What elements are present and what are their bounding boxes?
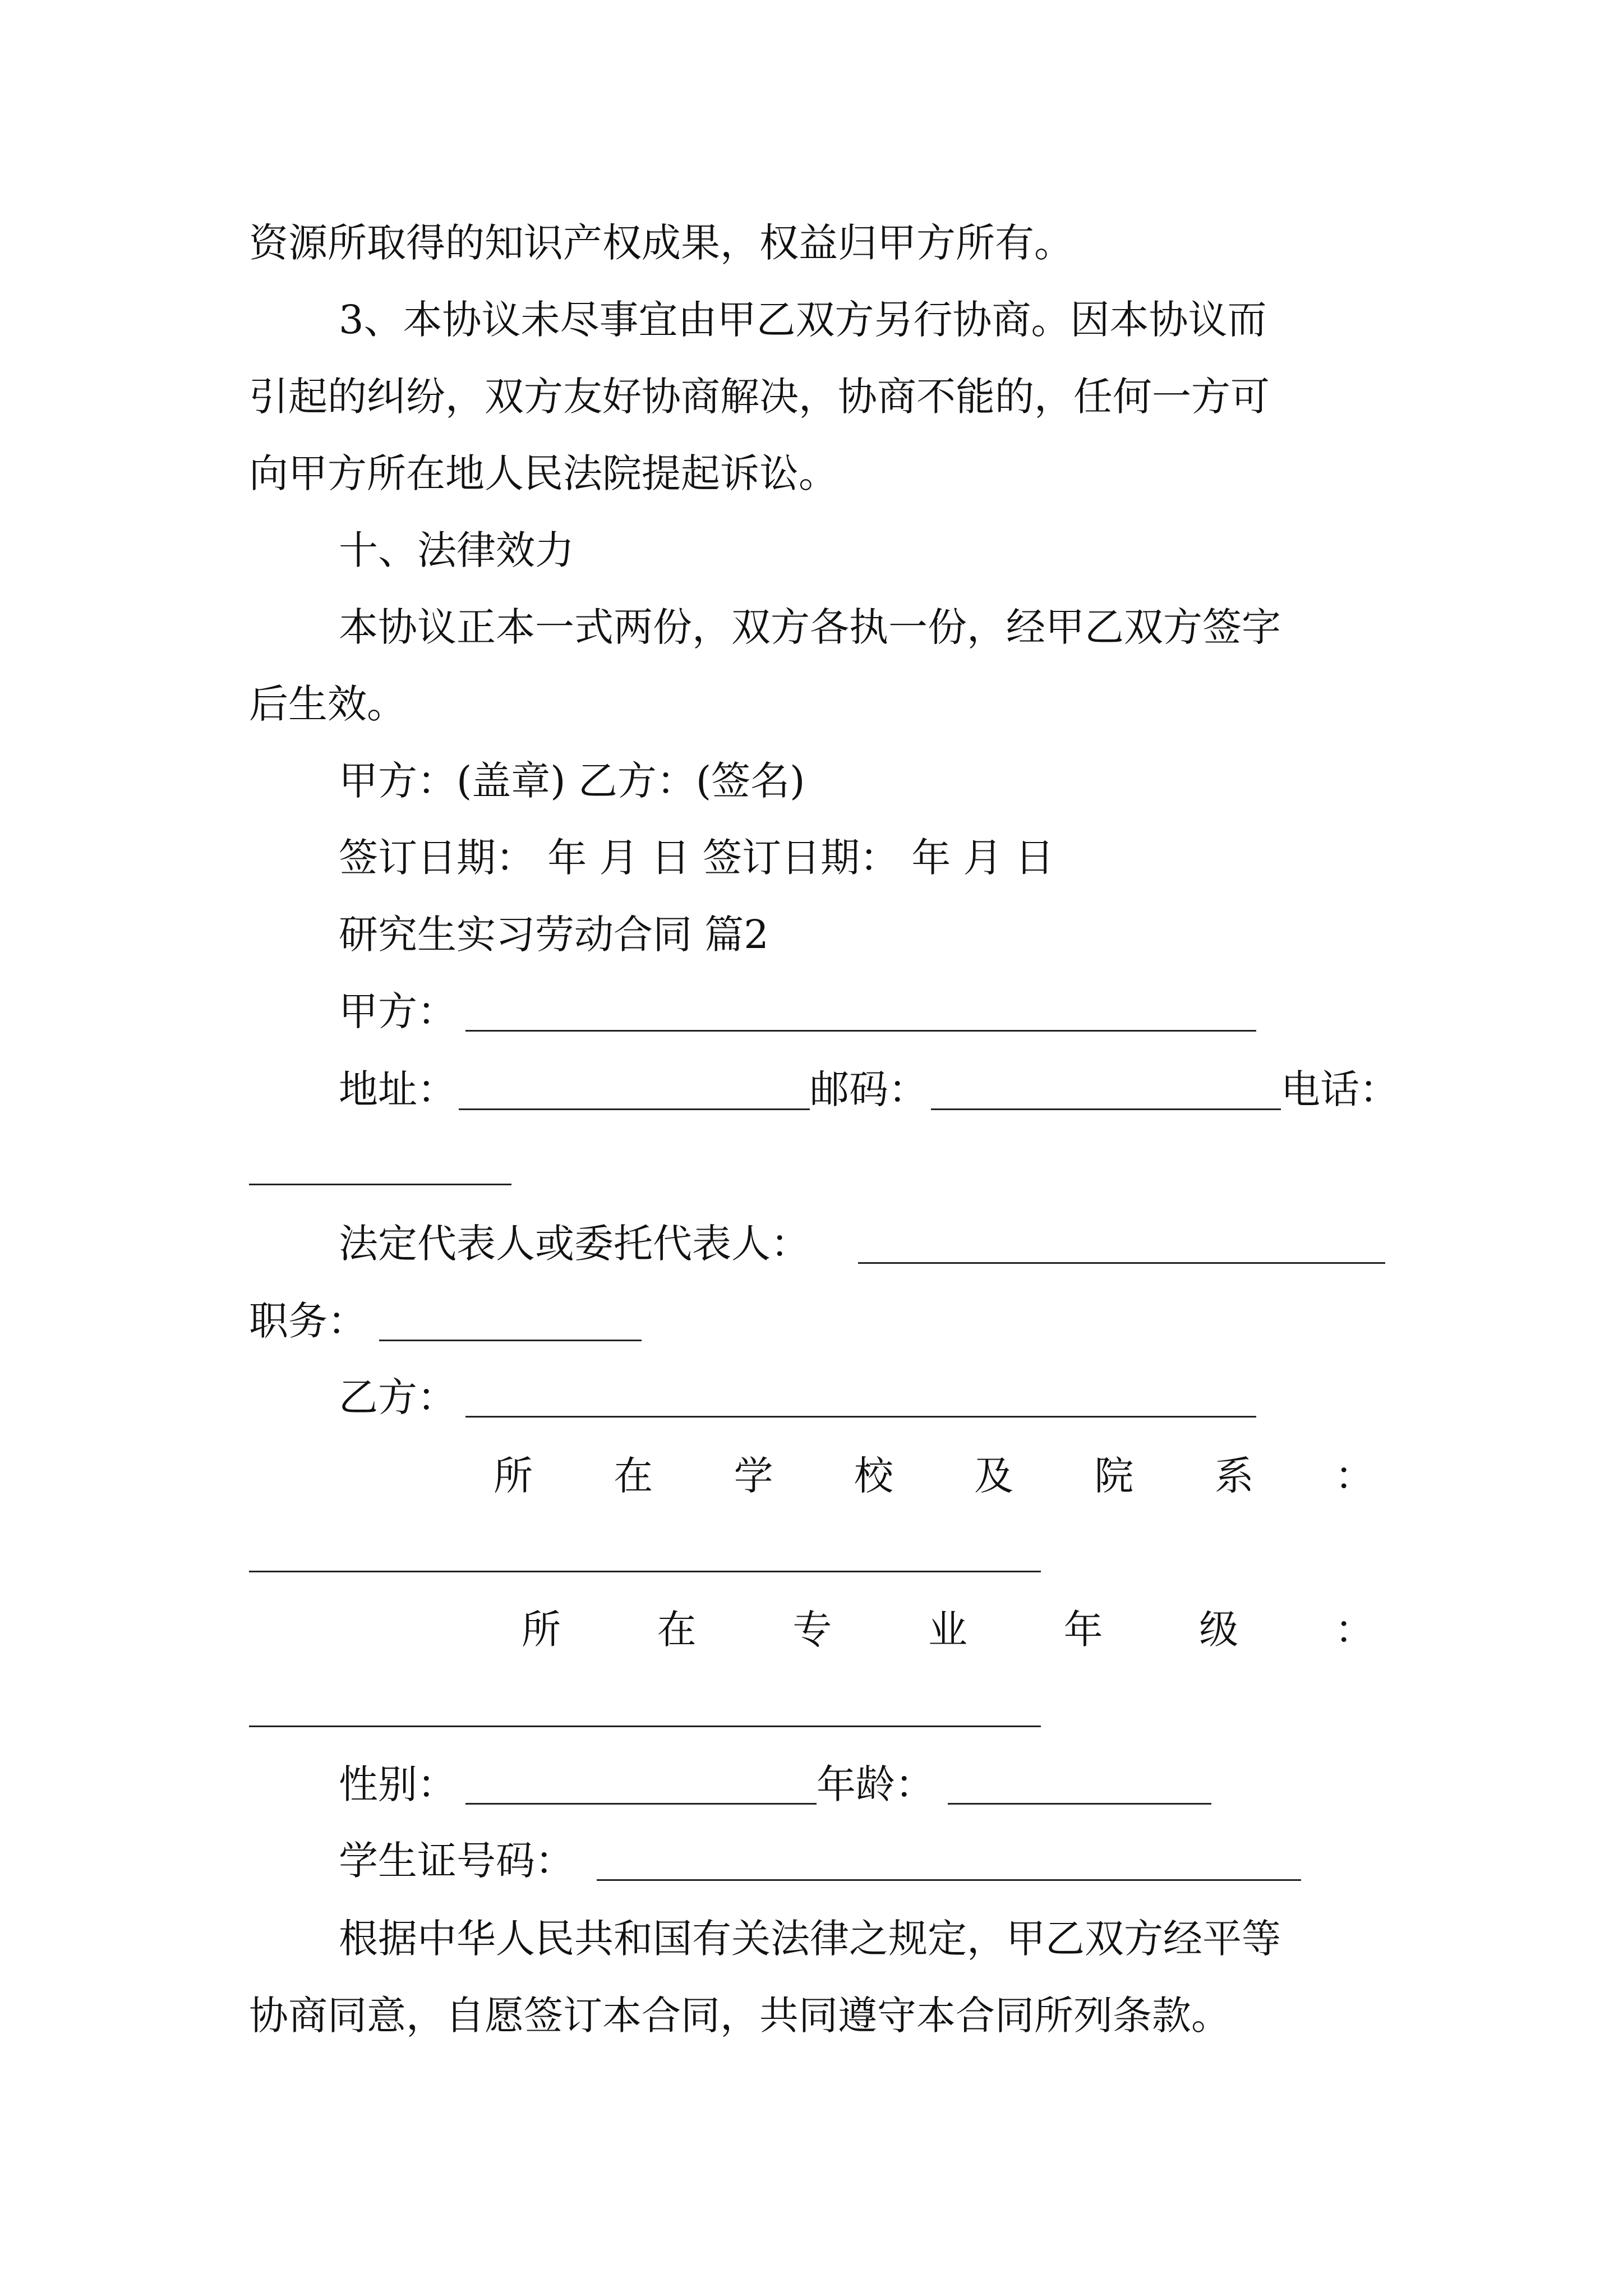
age-blank (948, 1803, 1211, 1805)
major-char: 年 (1063, 1607, 1103, 1653)
gender-label: 性别： (339, 1761, 457, 1807)
representative-blank (858, 1262, 1385, 1264)
school-char: 所 (494, 1453, 533, 1499)
party-b-label: 乙方： (339, 1374, 457, 1420)
section-heading: 十、法律效力 (339, 527, 574, 573)
major-char: 在 (657, 1607, 697, 1653)
school-department-label (494, 1451, 1374, 1501)
paragraph-line: 根据中华人民共和国有关法律之规定，甲乙双方经平等 (339, 1916, 1281, 1962)
paragraph-line: 向甲方所在地人民法院提起诉讼。 (249, 450, 838, 496)
major-grade-label (522, 1604, 1374, 1655)
paragraph-line: 协商同意，自愿签订本合同，共同遵守本合同所列条款。 (249, 1993, 1230, 2039)
phone-blank (249, 1184, 511, 1185)
major-char: 业 (928, 1607, 967, 1653)
address-blank (459, 1108, 810, 1110)
school-char: 院 (1094, 1453, 1134, 1499)
paragraph-line: 3、本协议未尽事宜由甲乙双方另行协商。因本协议而 (339, 297, 1267, 343)
school-char: 系 (1214, 1453, 1254, 1499)
signature-parties: 甲方：(盖章) 乙方：(签名) (339, 758, 805, 804)
contract-title: 研究生实习劳动合同 篇2 (339, 912, 769, 958)
party-a-blank (465, 1030, 1256, 1032)
paragraph-line: 后生效。 (249, 681, 406, 727)
representative-label: 法定代表人或委托代表人： (339, 1221, 810, 1267)
student-id-blank (597, 1879, 1301, 1881)
position-blank (379, 1340, 642, 1341)
school-char: 校 (854, 1453, 893, 1499)
school-char: 在 (614, 1453, 653, 1499)
paragraph-line: 资源所取得的知识产权成果，权益归甲方所有。 (249, 220, 1073, 266)
school-char: 学 (734, 1453, 773, 1499)
postcode-blank (931, 1108, 1281, 1110)
party-a-label: 甲方： (339, 988, 457, 1034)
major-char: ： (1334, 1607, 1374, 1653)
address-label: 地址： (339, 1066, 457, 1112)
postcode-label: 邮码： (810, 1066, 928, 1112)
phone-label: 电话： (1281, 1066, 1399, 1112)
party-b-blank (465, 1416, 1256, 1418)
gender-blank (465, 1803, 817, 1805)
major-char: 所 (522, 1607, 561, 1653)
paragraph-line: 本协议正本一式两份，双方各执一份，经甲乙双方签字 (339, 604, 1281, 650)
school-department-blank (249, 1571, 1041, 1572)
major-char: 专 (792, 1607, 832, 1653)
major-grade-blank (249, 1726, 1041, 1727)
school-char: 及 (974, 1453, 1014, 1499)
student-id-label: 学生证号码： (339, 1838, 574, 1884)
paragraph-line: 引起的纠纷，双方友好协商解决，协商不能的，任何一方可 (249, 374, 1270, 420)
age-label: 年龄： (817, 1761, 934, 1807)
signature-dates: 签订日期： 年 月 日 签订日期： 年 月 日 (339, 835, 1054, 881)
position-label: 职务： (249, 1298, 367, 1344)
school-char: ： (1334, 1453, 1374, 1499)
major-char: 级 (1199, 1607, 1239, 1653)
